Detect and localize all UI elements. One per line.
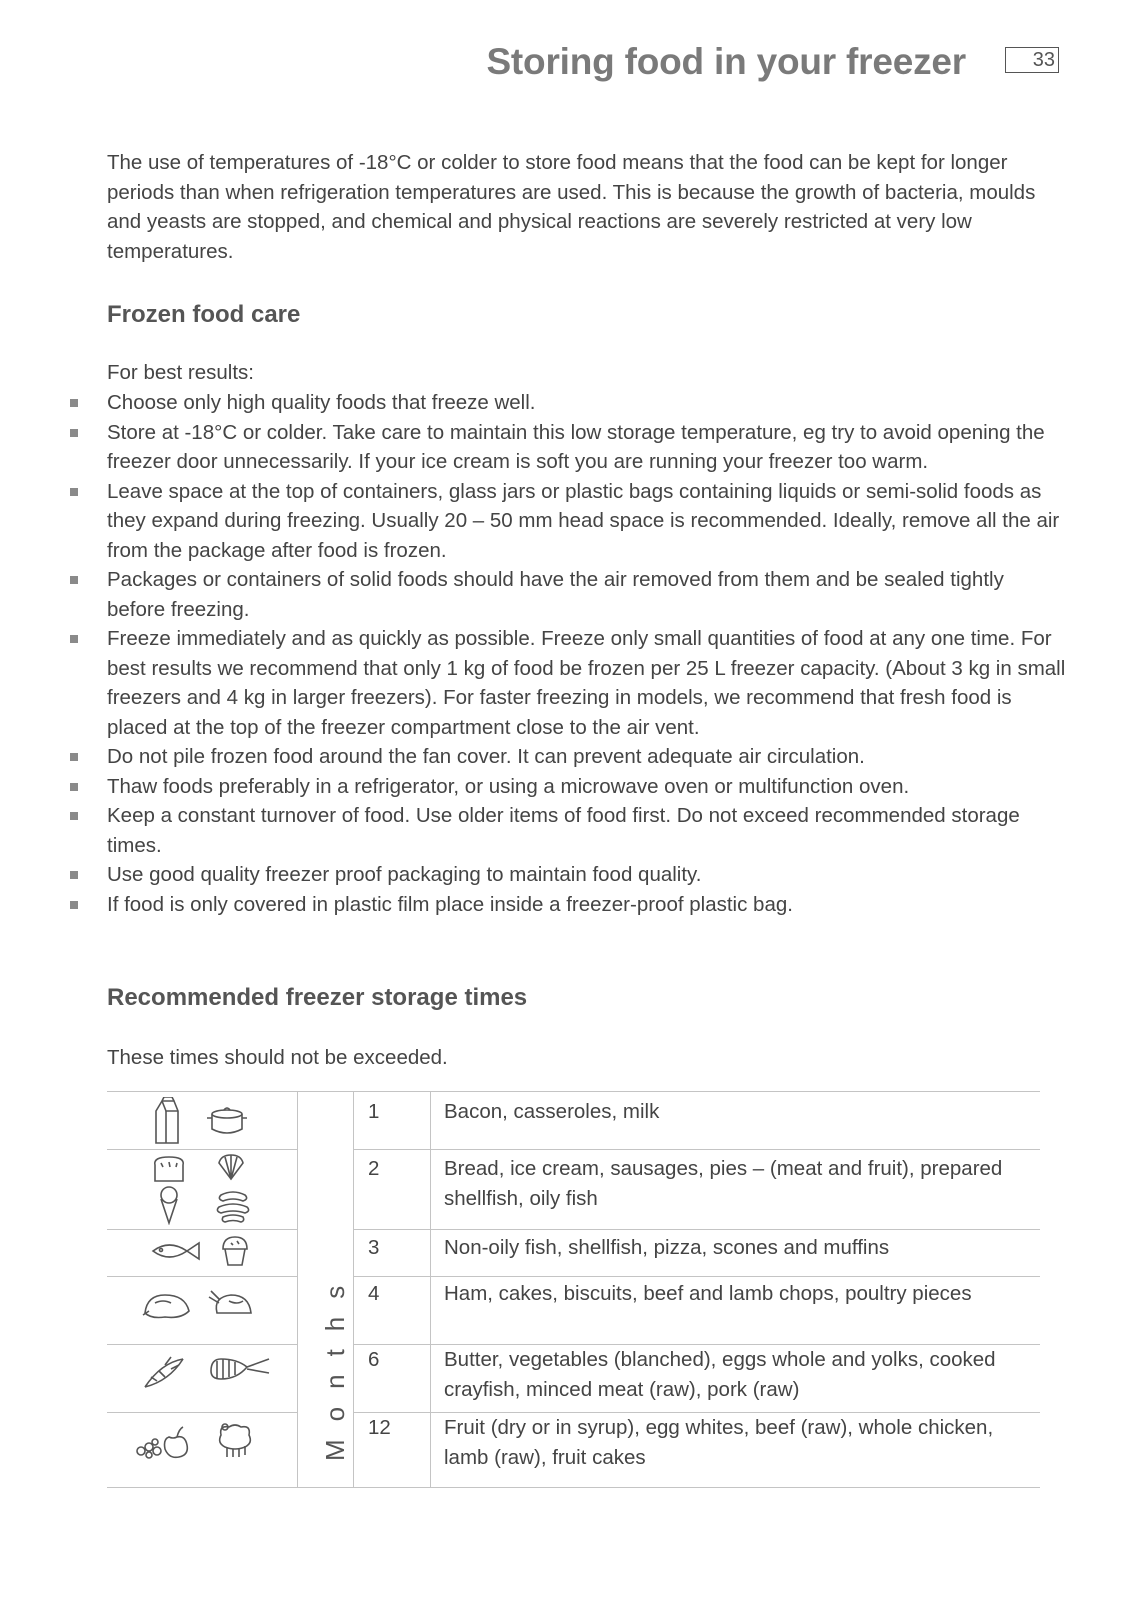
poultry-icon — [207, 1287, 255, 1321]
table-rule — [107, 1487, 1040, 1488]
table-rule — [297, 1091, 298, 1487]
frozen-food-care-list — [107, 388, 1067, 919]
list-item — [107, 418, 1067, 477]
muffin-icon — [221, 1235, 249, 1267]
fruit-icon — [133, 1425, 193, 1459]
months-value: 12 — [368, 1416, 391, 1439]
list-item-text: Thaw foods preferably in a refrigerator, or using a microwave oven or multifunction oven. — [107, 774, 910, 798]
bullet-icon — [70, 783, 78, 791]
bullet-icon — [70, 901, 78, 909]
table-rule — [107, 1229, 297, 1230]
list-item-text: Use good quality freezer proof packaging to maintain food quality. — [107, 863, 702, 886]
list-item — [107, 388, 1067, 418]
bullet-icon — [70, 871, 78, 879]
list-item-text: Packages or containers of solid foods should have the air removed from them and be sealed tightly before freezing. — [107, 568, 1004, 621]
sausages-icon — [215, 1189, 251, 1223]
foods-list: Ham, cakes, biscuits, beef and lamb chops, poultry pieces — [444, 1282, 972, 1305]
bullet-icon — [70, 488, 78, 496]
casserole-pot-icon — [207, 1105, 247, 1137]
lamb-icon — [215, 1421, 255, 1459]
bullet-icon — [70, 635, 78, 643]
months-value: 1 — [368, 1100, 380, 1123]
list-item-text: If food is only covered in plastic film place inside a freezer-proof plastic bag. — [107, 892, 793, 916]
foods-list: Butter, vegetables (blanched), eggs whole and yolks, cooked crayfish, minced meat (raw), pork (raw) — [444, 1348, 996, 1401]
list-item — [107, 742, 1067, 772]
bullet-icon — [70, 576, 78, 584]
bullet-icon — [70, 753, 78, 761]
table-rule — [430, 1091, 431, 1487]
table-rule — [107, 1091, 1040, 1092]
page-number: 33 — [1005, 47, 1059, 73]
bread-icon — [151, 1155, 187, 1183]
storage-times-heading: Recommended freezer storage times — [107, 984, 528, 1011]
shellfish-icon — [215, 1153, 247, 1181]
ham-icon — [141, 1289, 193, 1321]
months-value: 2 — [368, 1157, 380, 1180]
foods-list: Fruit (dry or in syrup), egg whites, beef (raw), whole chicken, lamb (raw), fruit cakes — [444, 1416, 994, 1469]
list-item-text: Choose only high quality foods that freeze well. — [107, 391, 536, 414]
list-item — [107, 624, 1067, 742]
list-item — [107, 860, 1067, 890]
storage-times-table — [107, 1091, 1040, 1488]
fish-icon — [151, 1239, 201, 1263]
bullet-icon — [70, 399, 78, 407]
table-rule — [353, 1149, 1040, 1150]
page-title: Storing food in your freezer — [486, 41, 966, 82]
list-item — [107, 565, 1067, 624]
months-label-text: Months — [320, 1267, 350, 1461]
list-item-text: Leave space at the top of containers, glass jars or plastic bags containing liquids or semi-solid foods as they expand during freezing. Usually 20 – 50 mm head space is recommended. Ideally, remove all the air from the package after food is frozen. — [107, 479, 1060, 562]
foods-list: Bacon, casseroles, milk — [444, 1100, 660, 1123]
table-rule — [107, 1149, 297, 1150]
table-rule — [107, 1276, 297, 1277]
bullet-icon — [70, 429, 78, 437]
list-item-text: Do not pile frozen food around the fan cover. It can prevent adequate air circulation. — [107, 745, 865, 768]
storage-times-lead: These times should not be exceeded. — [107, 1046, 448, 1069]
foods-list: Non-oily fish, shellfish, pizza, scones and muffins — [444, 1236, 890, 1259]
list-item — [107, 477, 1067, 566]
list-item — [107, 772, 1067, 802]
ice-cream-icon — [157, 1185, 181, 1225]
milk-carton-icon — [152, 1097, 182, 1145]
intro-paragraph: The use of temperatures of -18°C or colder to store food means that the food can be kept for longer periods than when refrigeration temperatures are used. This is because the growth of bacteria, moulds and yeasts are stopped, and chemical and physical reactions are severely restricted at very low temperatures. — [107, 151, 1036, 263]
table-rule — [107, 1412, 297, 1413]
table-rule — [353, 1091, 354, 1487]
list-item — [107, 801, 1067, 860]
months-value: 6 — [368, 1348, 380, 1371]
table-rule — [107, 1344, 297, 1345]
frozen-food-care-heading: Frozen food care — [107, 301, 301, 328]
foods-list: Bread, ice cream, sausages, pies – (meat and fruit), prepared shellfish, oily fish — [444, 1157, 1003, 1210]
frozen-food-care-lead: For best results: — [107, 361, 254, 384]
crayfish-icon — [207, 1353, 271, 1387]
bullet-icon — [70, 812, 78, 820]
months-label — [312, 1181, 352, 1481]
months-value: 3 — [368, 1236, 380, 1259]
table-rule — [353, 1276, 1040, 1277]
list-item-text: Freeze immediately and as quickly as possible. Freeze only small quantities of food at any one time. For best results we recommend that only 1 kg of food be frozen per 25 L freezer capacity. (About 3 kg in small freezers and 4 kg in larger freezers). For faster freezing in models, we recommend that fresh food is placed at the top of the freezer compartment close to the air vent. — [107, 627, 1066, 739]
vegetables-icon — [141, 1355, 187, 1391]
table-rule — [353, 1229, 1040, 1230]
list-item — [107, 890, 1067, 920]
months-value: 4 — [368, 1282, 380, 1305]
list-item-text: Keep a constant turnover of food. Use older items of food first. Do not exceed recommended storage times. — [107, 804, 1020, 857]
list-item-text: Store at -18°C or colder. Take care to maintain this low storage temperature, eg try to avoid opening the freezer door unnecessarily. If your ice cream is soft you are running your freezer too warm. — [107, 420, 1045, 473]
